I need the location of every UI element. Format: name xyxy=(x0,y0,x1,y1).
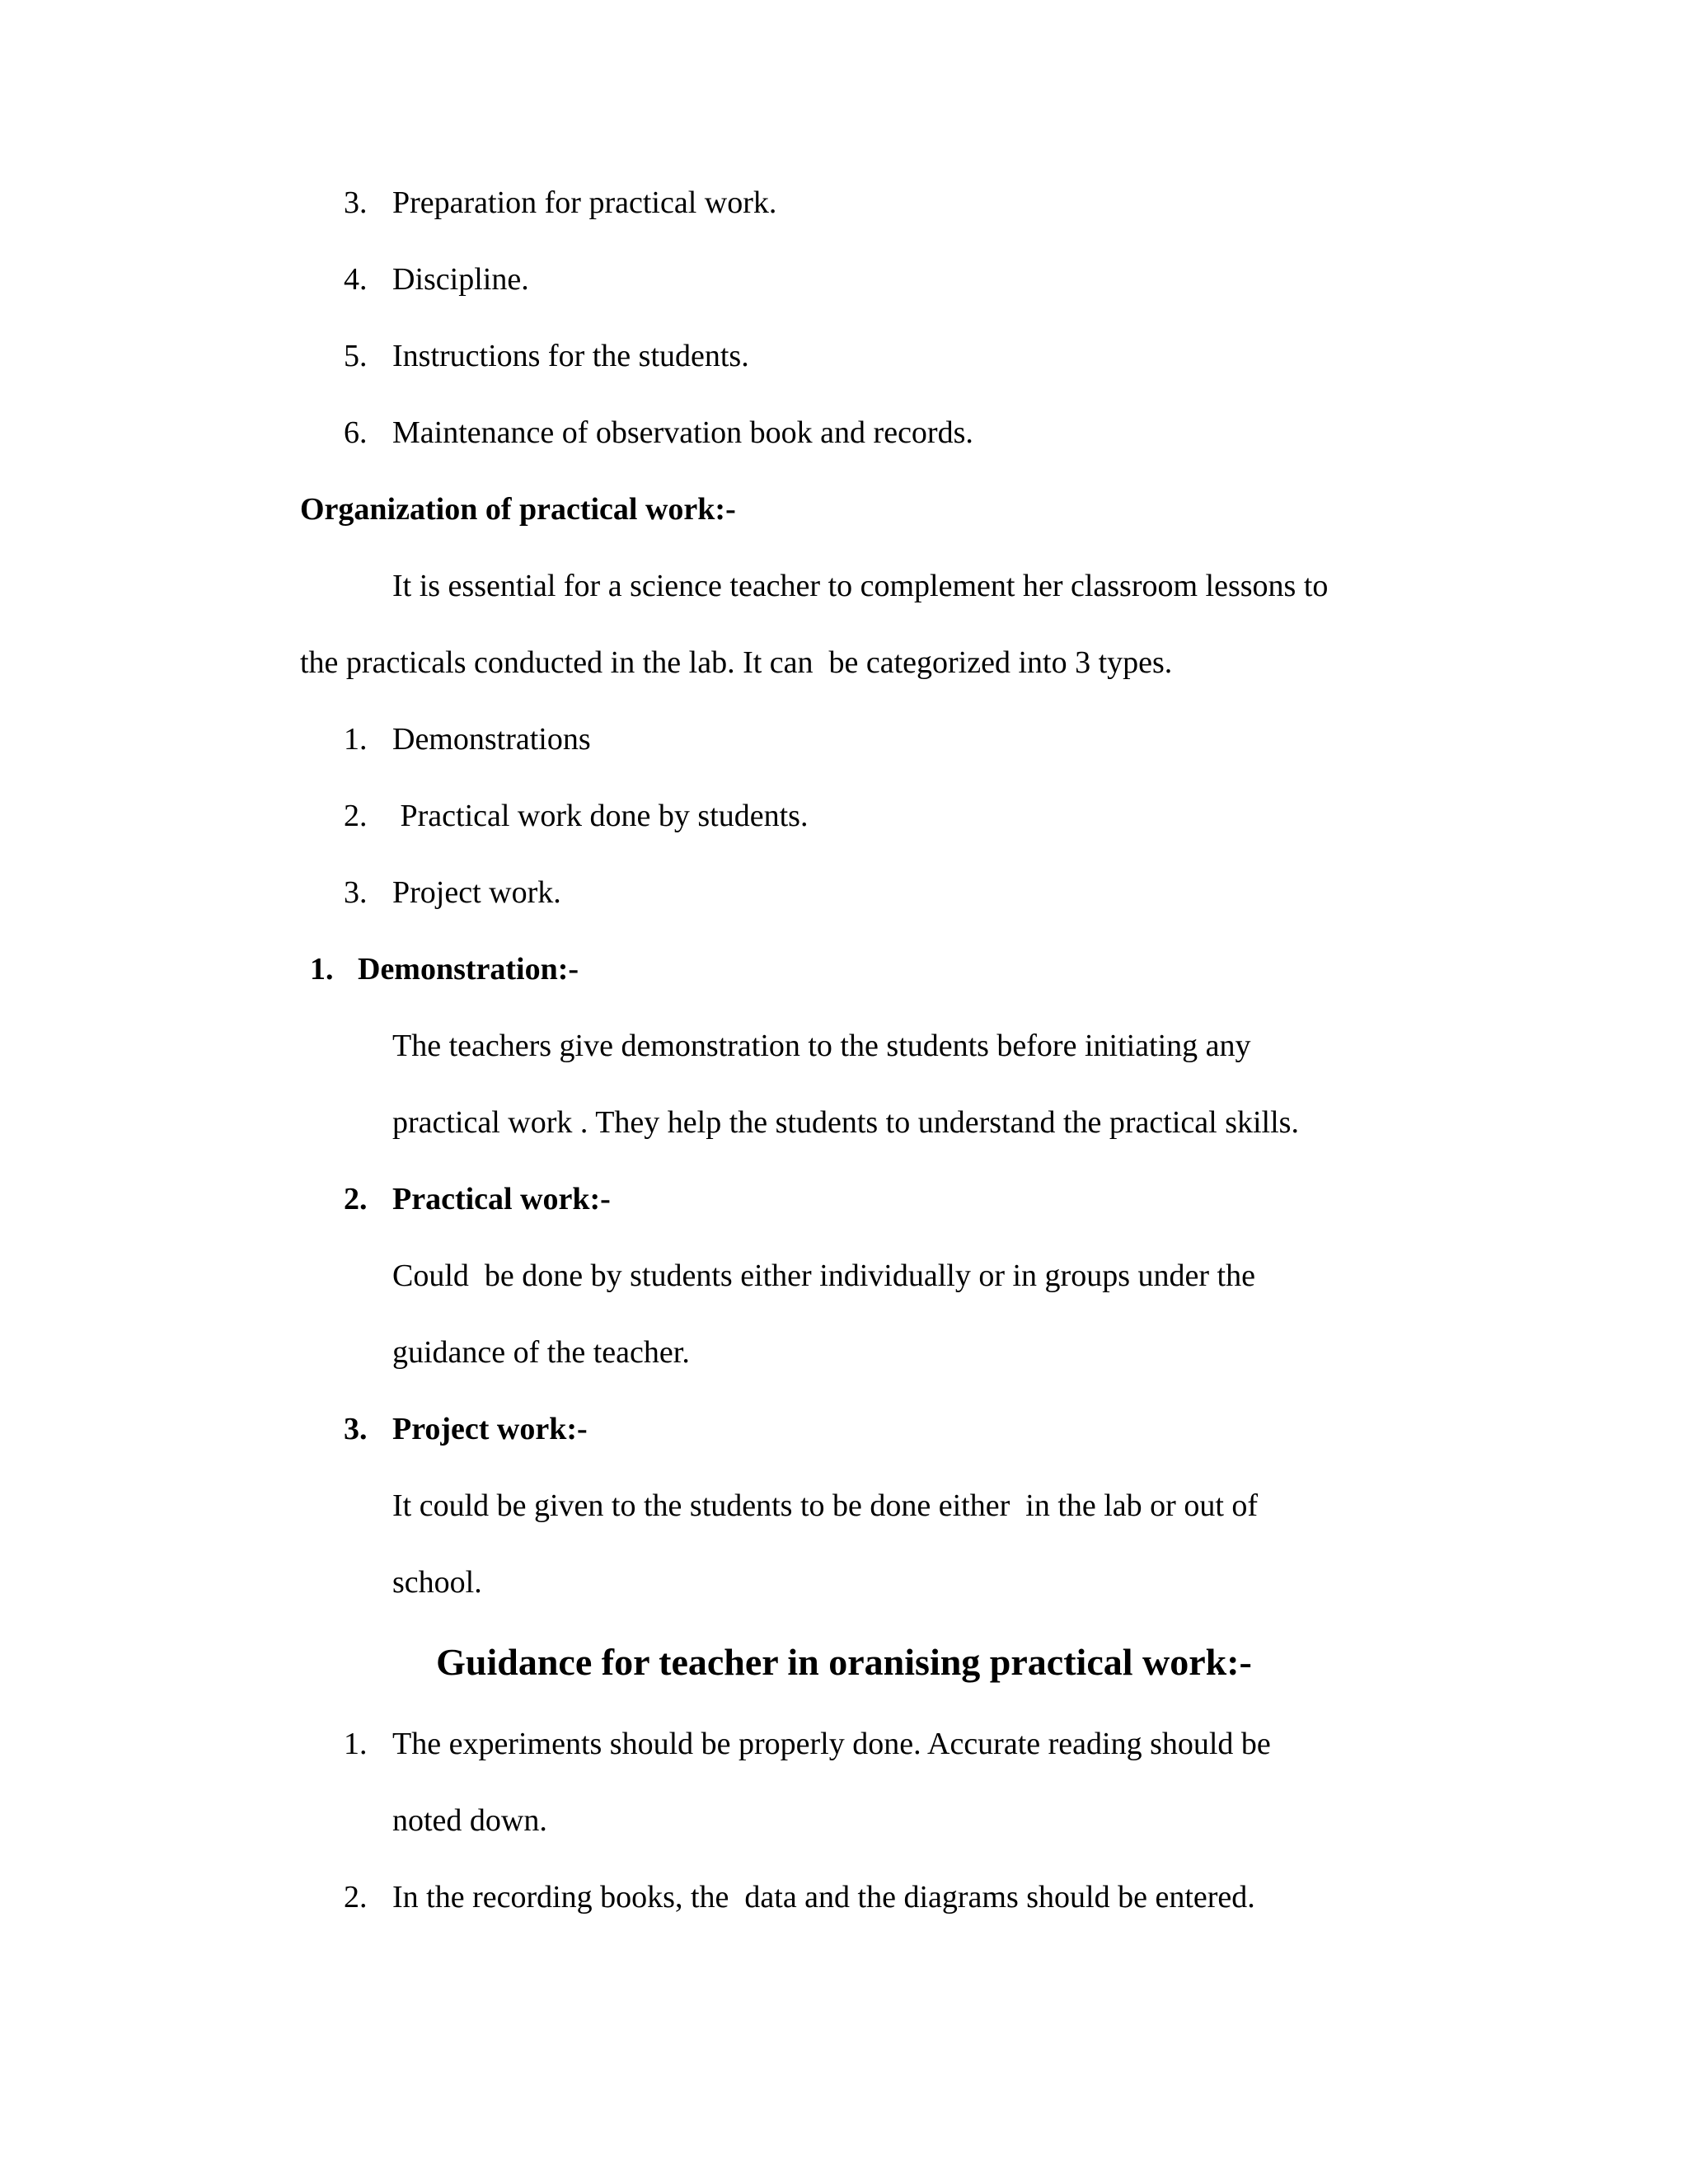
list-number: 3. xyxy=(344,875,368,910)
guidance-heading: Guidance for teacher in oranising practical work:- xyxy=(436,1641,1252,1683)
section-title: Demonstration:- xyxy=(358,952,579,987)
paragraph-line: Could be done by students either individually or in groups under the xyxy=(392,1258,1255,1293)
list-item: Instructions for the students. xyxy=(392,339,749,373)
paragraph-line: school. xyxy=(392,1565,482,1600)
paragraph-line: guidance of the teacher. xyxy=(392,1335,690,1370)
section-title: Project work:- xyxy=(392,1412,588,1446)
paragraph-line: the practicals conducted in the lab. It can be categorized into 3 types. xyxy=(300,645,1173,680)
section-number: 2. xyxy=(344,1182,368,1216)
list-item: Demonstrations xyxy=(392,722,591,757)
list-number: 2. xyxy=(344,1880,368,1915)
paragraph-line: practical work . They help the students to understand the practical skills. xyxy=(392,1105,1299,1140)
list-number: 3. xyxy=(344,185,368,220)
list-item: In the recording books, the data and the diagrams should be entered. xyxy=(392,1880,1255,1915)
list-number: 4. xyxy=(344,262,368,297)
section-number: 1. xyxy=(310,952,334,987)
list-number: 2. xyxy=(344,799,368,833)
list-number: 1. xyxy=(344,722,368,757)
paragraph-line: It is essential for a science teacher to complement her classroom lessons to xyxy=(392,569,1329,603)
list-item-continuation: noted down. xyxy=(392,1803,547,1838)
list-number: 6. xyxy=(344,415,368,450)
paragraph-line: It could be given to the students to be done either in the lab or out of xyxy=(392,1488,1259,1523)
list-item: Maintenance of observation book and records. xyxy=(392,415,973,450)
list-item: Practical work done by students. xyxy=(392,799,809,833)
list-item: Preparation for practical work. xyxy=(392,185,777,220)
paragraph-line: The teachers give demonstration to the students before initiating any xyxy=(392,1029,1251,1063)
list-number: 5. xyxy=(344,339,368,373)
section-title: Practical work:- xyxy=(392,1182,611,1216)
list-item: Project work. xyxy=(392,875,561,910)
section-heading: Organization of practical work:- xyxy=(300,492,736,527)
section-number: 3. xyxy=(344,1412,368,1446)
list-item: Discipline. xyxy=(392,262,529,297)
list-number: 1. xyxy=(344,1727,368,1761)
list-item: The experiments should be properly done. Accurate reading should be xyxy=(392,1727,1271,1761)
